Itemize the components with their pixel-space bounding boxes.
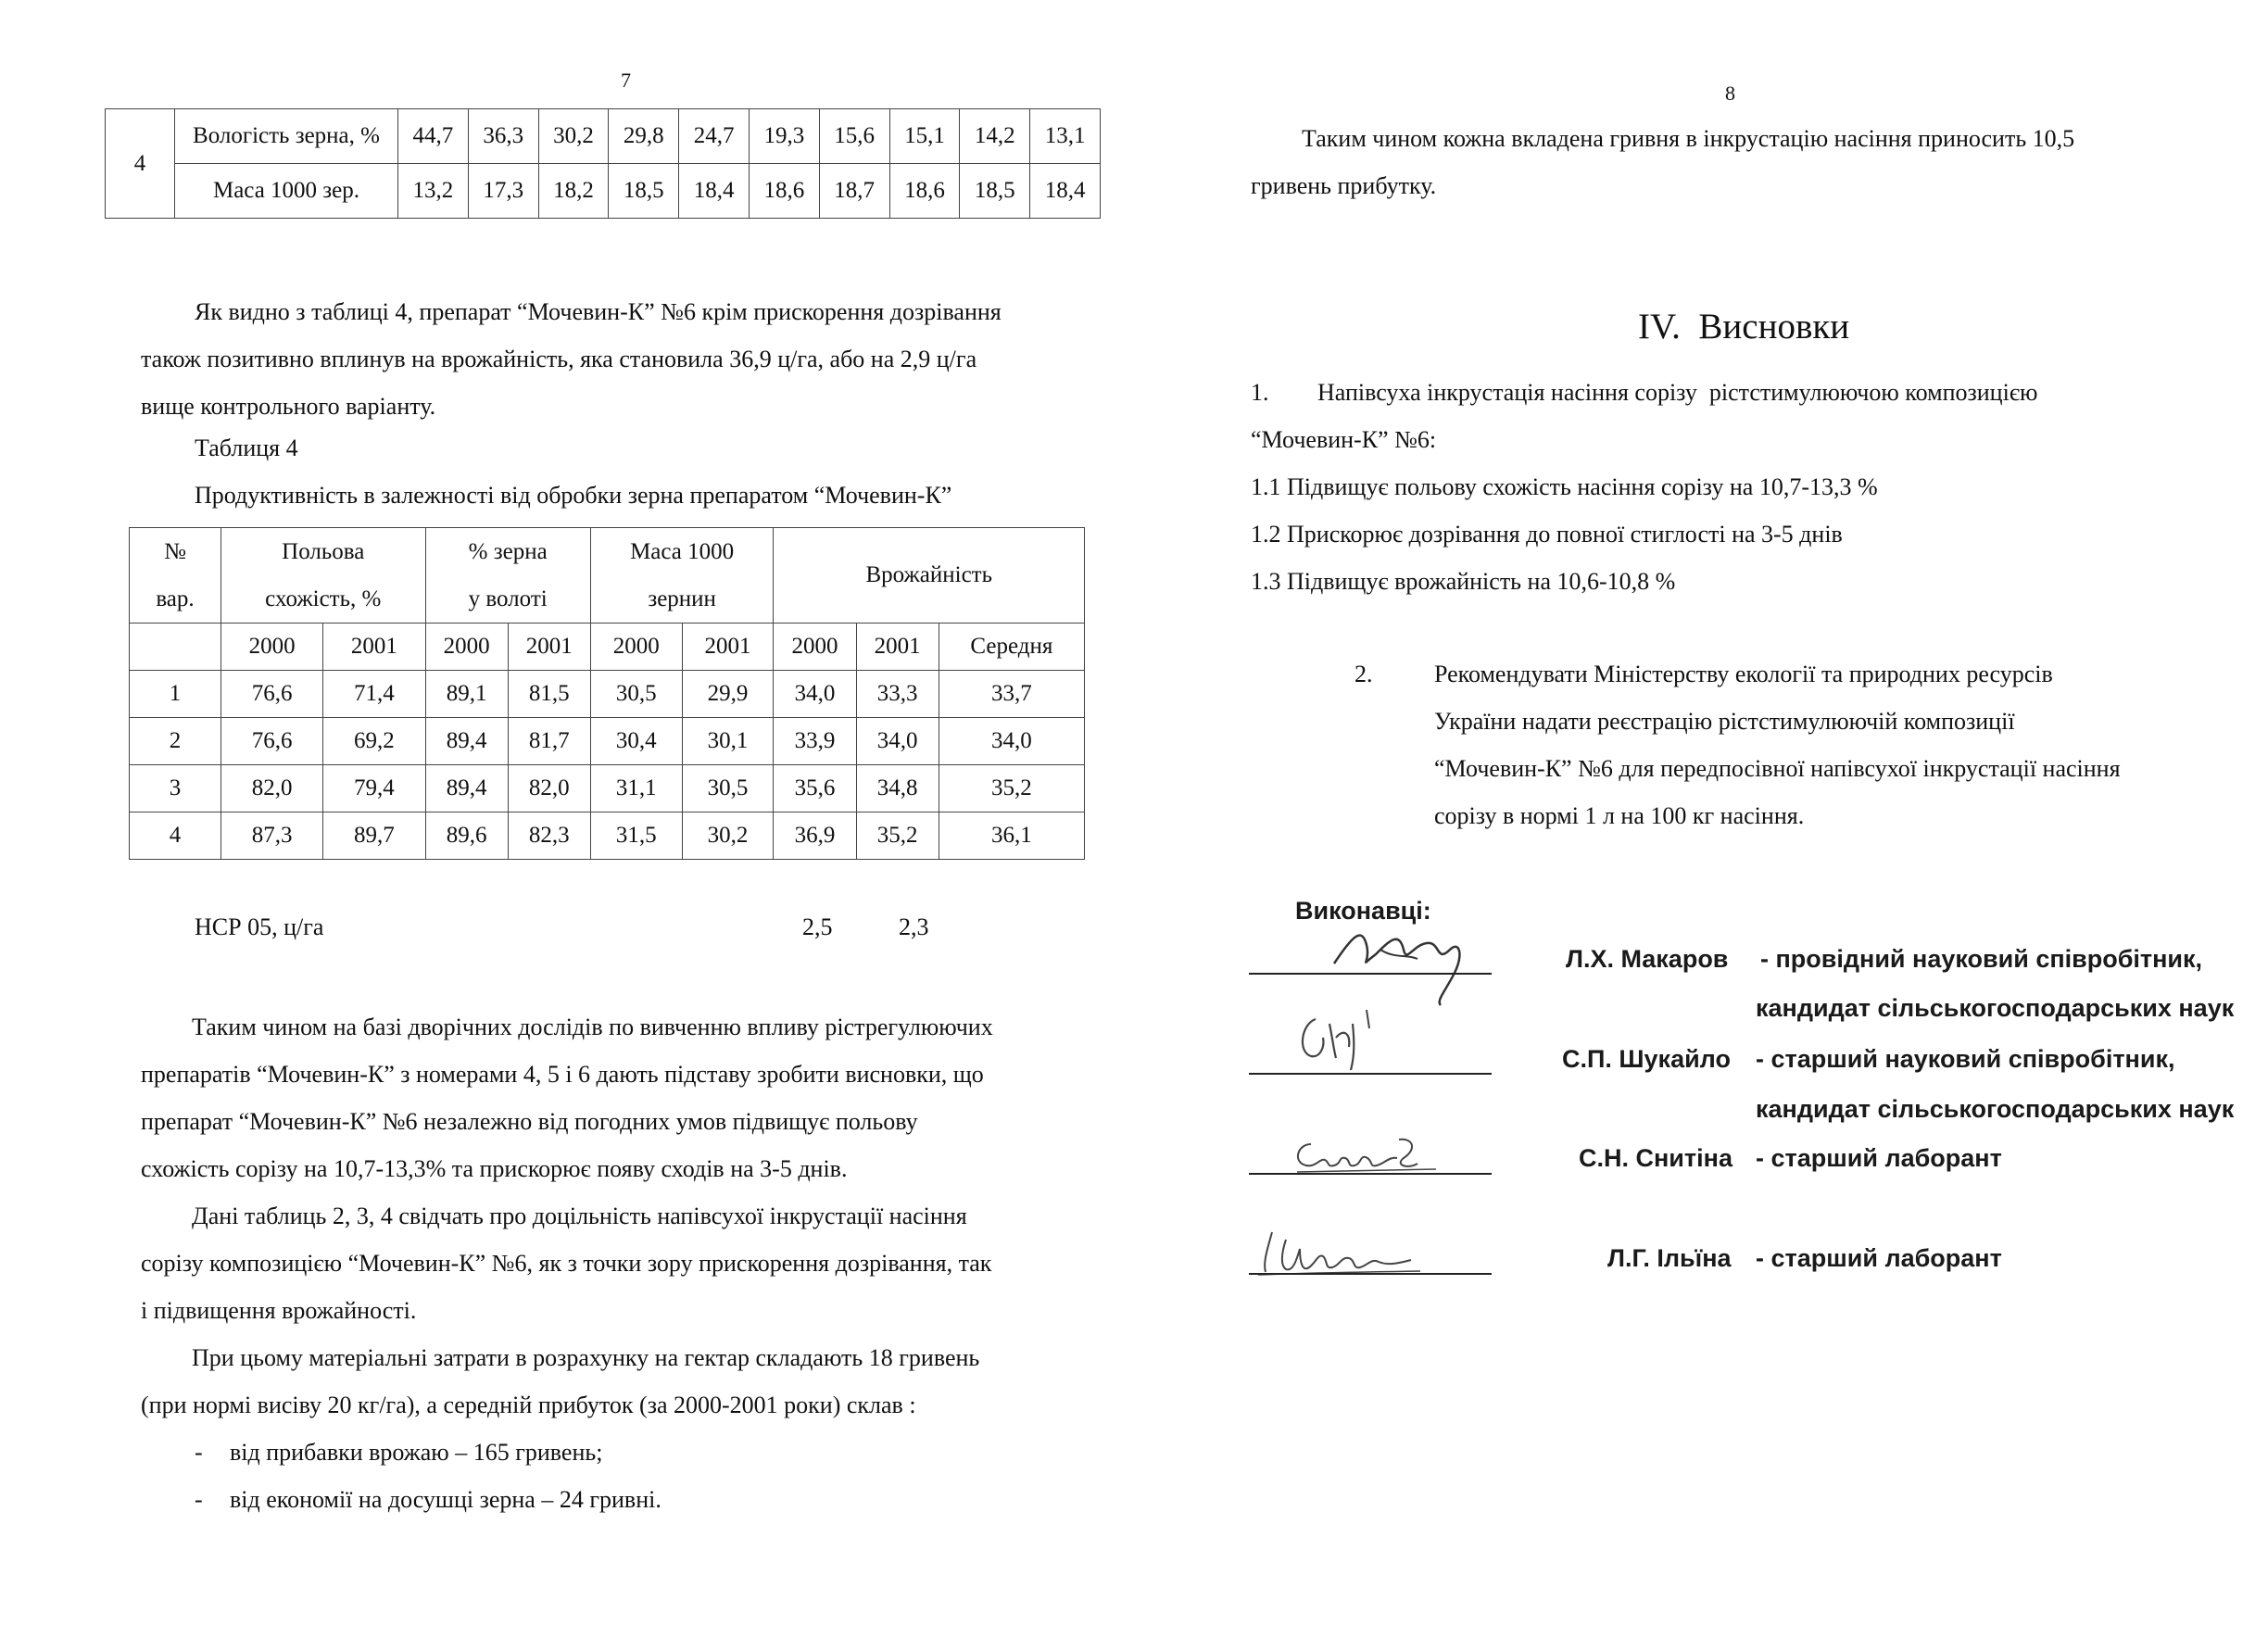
text-line: сорізу в нормі 1 л на 100 кг насіння.	[1434, 802, 1805, 829]
cell: 34,0	[939, 718, 1084, 765]
signer-role-2: кандидат сільськогосподарських наук	[1756, 994, 2235, 1022]
signer-role: - старший лаборант	[1756, 1244, 2002, 1272]
productivity-table	[129, 527, 1085, 860]
text-line: України надати реєстрацію рістстимулюючій композиції	[1434, 708, 2015, 735]
cell: 18,2	[538, 164, 609, 219]
cell: 35,2	[856, 812, 939, 860]
cell: 79,4	[323, 765, 425, 812]
cell: 1	[130, 671, 221, 718]
cell: 76,6	[221, 671, 323, 718]
signature-1	[1325, 908, 1482, 1010]
year-cell: 2001	[856, 624, 939, 671]
cell: 89,4	[425, 718, 508, 765]
signatures-title: Виконавці:	[1295, 897, 1431, 925]
signature-line	[1249, 973, 1492, 975]
hsr-2000: 2,5	[802, 913, 833, 940]
signature-line	[1249, 1273, 1492, 1275]
cell: 24,7	[679, 109, 750, 164]
cell: 89,1	[425, 671, 508, 718]
signer-name: Л.Г. Ільїна	[1607, 1244, 1732, 1272]
cell: 36,3	[468, 109, 538, 164]
cell: 19,3	[749, 109, 819, 164]
table-row	[130, 765, 1085, 812]
cell: 18,6	[749, 164, 819, 219]
year-cell: 2000	[774, 624, 856, 671]
item-2-text	[1434, 650, 2249, 839]
text-line: “Мочевин-К” №6 для передпосівної напівсухої інкрустації насіння	[1434, 755, 2121, 782]
signer-role: - провідний науковий співробітник,	[1760, 945, 2203, 973]
cell: 35,6	[774, 765, 856, 812]
cell: 30,2	[682, 812, 774, 860]
signer-role-2: кандидат сільськогосподарських наук	[1756, 1095, 2235, 1123]
cell: 31,1	[590, 765, 682, 812]
cell: 33,7	[939, 671, 1084, 718]
cell: 82,3	[508, 812, 590, 860]
page-number-right: 8	[1725, 82, 1735, 105]
cell: 13,2	[398, 164, 469, 219]
hsr-2001: 2,3	[899, 913, 929, 940]
cell: 2	[130, 718, 221, 765]
cell: 44,7	[398, 109, 469, 164]
cell	[130, 624, 221, 671]
signer-name: С.Н. Снитіна	[1579, 1144, 1732, 1172]
intro-paragraph	[1251, 115, 2251, 209]
sub-item: 1.3 Підвищує врожайність на 10,6-10,8 %	[1251, 568, 1676, 595]
cell: 89,7	[323, 812, 425, 860]
year-cell: 2001	[508, 624, 590, 671]
cell: 34,8	[856, 765, 939, 812]
header-germination: Польова схожість, %	[221, 528, 426, 624]
cell: 76,6	[221, 718, 323, 765]
cell: 18,5	[960, 164, 1030, 219]
cell: 34,0	[856, 718, 939, 765]
hsr-label: НСР 05, ц/га	[195, 913, 324, 940]
year-cell: Середня	[939, 624, 1084, 671]
text-line: сорізу композицією “Мочевин-К” №6, як з точки зору прискорення дозрівання, так	[141, 1250, 992, 1277]
row-label-mass: Маса 1000 зер.	[175, 164, 398, 219]
signature-line	[1249, 1073, 1492, 1075]
row-label-moisture: Вологість зерна, %	[175, 109, 398, 164]
table-row	[130, 718, 1085, 765]
text-line: Рекомендувати Міністерству екології та природних ресурсів	[1434, 661, 2053, 687]
row-number: 4	[106, 109, 175, 219]
sub-item: 1.2 Прискорює дозрівання до повної стиглості на 3-5 днів	[1251, 521, 1843, 548]
item-1-line-1: Напівсуха інкрустація насіння сорізу рістстимулюючою композицією	[1317, 379, 2038, 406]
signer-role: - старший науковий співробітник,	[1756, 1045, 2175, 1073]
signer-name: Л.Х. Макаров	[1566, 945, 1729, 973]
bullet-dash: -	[195, 1439, 203, 1466]
cell: 13,1	[1030, 109, 1101, 164]
header-yield: Врожайність	[774, 528, 1085, 624]
item-1-number: 1.	[1251, 379, 1269, 406]
paragraph-1	[141, 288, 1123, 430]
text-line: Таким чином кожна вкладена гривня в інкрустацію насіння приносить 10,5	[1302, 125, 2075, 152]
cell: 69,2	[323, 718, 425, 765]
item-1-line-2: “Мочевин-К” №6:	[1251, 426, 1437, 453]
sub-items	[1251, 463, 1878, 605]
cell: 30,5	[682, 765, 774, 812]
text-line: (при нормі висіву 20 кг/га), а середній прибуток (за 2000-2001 роки) склав :	[141, 1392, 916, 1418]
cell: 18,6	[889, 164, 960, 219]
text-line: схожість сорізу на 10,7-13,3% та прискорює появу сходів на 3-5 днів.	[141, 1155, 848, 1182]
item-2-number: 2.	[1354, 661, 1373, 687]
cell: 87,3	[221, 812, 323, 860]
cell: 30,5	[590, 671, 682, 718]
year-cell: 2001	[323, 624, 425, 671]
cell: 81,7	[508, 718, 590, 765]
cell: 4	[130, 812, 221, 860]
cell: 30,1	[682, 718, 774, 765]
signature-2	[1288, 1001, 1399, 1075]
cell: 15,6	[819, 109, 889, 164]
sub-item: 1.1 Підвищує польову схожість насіння сорізу на 10,7-13,3 %	[1251, 473, 1878, 500]
cell: 89,4	[425, 765, 508, 812]
table-title: Продуктивність в залежності від обробки зерна препаратом “Мочевин-К”	[195, 482, 952, 509]
signature-3	[1288, 1121, 1445, 1186]
cell: 29,8	[609, 109, 679, 164]
cell: 82,0	[221, 765, 323, 812]
text-line: Таким чином на базі дворічних дослідів по вивченню впливу рістрегулюючих	[192, 1014, 993, 1040]
top-table	[105, 108, 1101, 219]
cell: 89,6	[425, 812, 508, 860]
cell: 82,0	[508, 765, 590, 812]
text-line: препаратів “Мочевин-К” з номерами 4, 5 і 6 дають підставу зробити висновки, що	[141, 1061, 984, 1088]
text-line: Як видно з таблиці 4, препарат “Мочевин-К” №6 крім прискорення дозрівання	[195, 298, 1002, 325]
cell: 34,0	[774, 671, 856, 718]
year-cell: 2000	[590, 624, 682, 671]
cell: 36,9	[774, 812, 856, 860]
cell: 14,2	[960, 109, 1030, 164]
cell: 17,3	[468, 164, 538, 219]
year-cell: 2001	[682, 624, 774, 671]
cell: 35,2	[939, 765, 1084, 812]
page-number-left: 7	[621, 69, 631, 92]
cell: 30,4	[590, 718, 682, 765]
cell: 18,4	[679, 164, 750, 219]
year-cell: 2000	[425, 624, 508, 671]
cell: 3	[130, 765, 221, 812]
cell: 33,3	[856, 671, 939, 718]
text-line: також позитивно вплинув на врожайність, яка становила 36,9 ц/га, або на 2,9 ц/га	[141, 346, 977, 372]
section-heading: IV. Висновки	[1638, 307, 1850, 346]
bullet-item: від економії на досушці зерна – 24 гривні.	[230, 1486, 662, 1513]
text-line: вище контрольного варіанту.	[141, 393, 436, 420]
signer-name: С.П. Шукайло	[1562, 1045, 1731, 1073]
cell: 33,9	[774, 718, 856, 765]
cell: 18,5	[609, 164, 679, 219]
text-line: Дані таблиць 2, 3, 4 свідчать про доцільність напівсухої інкрустації насіння	[192, 1203, 967, 1229]
cell: 18,7	[819, 164, 889, 219]
cell: 29,9	[682, 671, 774, 718]
table-row	[130, 671, 1085, 718]
header-variant: № вар.	[130, 528, 221, 624]
text-line: препарат “Мочевин-К” №6 незалежно від погодних умов підвищує польову	[141, 1108, 918, 1135]
text-line: і підвищення врожайності.	[141, 1297, 417, 1324]
cell: 18,4	[1030, 164, 1101, 219]
signature-line	[1249, 1173, 1492, 1175]
cell: 31,5	[590, 812, 682, 860]
signer-role: - старший лаборант	[1756, 1144, 2002, 1172]
bullet-item: від прибавки врожаю – 165 гривень;	[230, 1439, 603, 1466]
cell: 15,1	[889, 109, 960, 164]
text-line: При цьому матеріальні затрати в розрахунку на гектар складають 18 гривень	[192, 1344, 980, 1371]
cell: 30,2	[538, 109, 609, 164]
header-moisture: % зерна у волоті	[425, 528, 590, 624]
cell: 81,5	[508, 671, 590, 718]
text-line: гривень прибутку.	[1251, 172, 1437, 199]
paragraph-2	[141, 1003, 1123, 1429]
cell: 36,1	[939, 812, 1084, 860]
signature-4	[1249, 1221, 1425, 1286]
cell: 71,4	[323, 671, 425, 718]
year-cell: 2000	[221, 624, 323, 671]
table-label: Таблиця 4	[195, 435, 298, 461]
bullet-dash: -	[195, 1486, 203, 1513]
header-mass: Маса 1000 зернин	[590, 528, 774, 624]
table-row	[130, 812, 1085, 860]
